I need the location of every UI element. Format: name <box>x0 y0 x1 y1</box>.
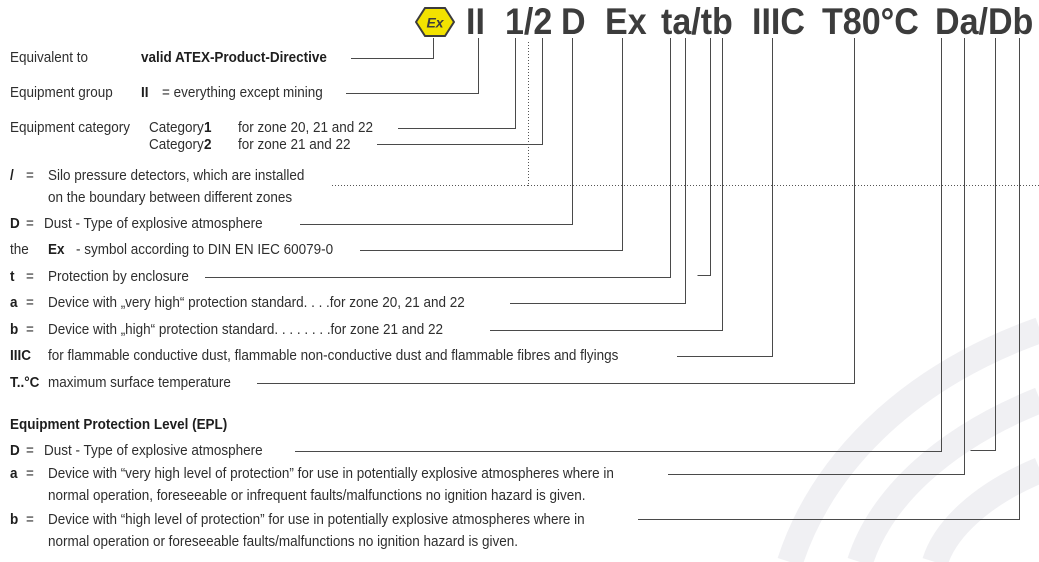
epl-text-a-1: Device with “very high level of protection” for use in potentially explosive atmospheres where in <box>48 466 614 482</box>
text-b: Device with „high“ protection standard. . . . . . . .for zone 21 and 22 <box>48 322 444 338</box>
svg-text:Ex: Ex <box>426 14 444 31</box>
text-slash-2: on the boundary between different zones <box>48 190 293 206</box>
epl-text-a-2: normal operation, foreseeable or infrequent faults/malfunctions no ignition hazard is given. <box>48 488 586 504</box>
line-epl-b <box>638 38 1020 520</box>
eq-b: = <box>26 322 34 338</box>
eq-dust: = <box>26 216 34 232</box>
code-protection: ta/tb <box>661 1 733 42</box>
code-epl: Da/Db <box>935 1 1034 42</box>
epl-eq-a: = <box>26 466 34 482</box>
code-dust: D <box>561 1 586 42</box>
epl-text-d: Dust - Type of explosive atmosphere <box>44 443 263 459</box>
code-gas-group: IIIC <box>752 1 805 42</box>
epl-eq-d: = <box>26 443 34 459</box>
epl-key-b: b <box>10 512 19 528</box>
key-slash: / <box>10 168 14 184</box>
line-tb <box>698 38 711 276</box>
category1-post: for zone 20, 21 and 22 <box>238 120 373 136</box>
label-category: Equipment category <box>10 120 130 136</box>
line-epl-db <box>971 38 996 451</box>
key-dust: D <box>10 216 20 232</box>
text-group: = everything except mining <box>162 85 323 101</box>
category2-num: 2 <box>204 137 212 153</box>
key-group: II <box>141 85 149 101</box>
line-b <box>490 38 723 331</box>
category1-pre: Category <box>149 120 204 136</box>
eq-slash: = <box>26 168 34 184</box>
key-b: b <box>10 322 19 338</box>
eq-a: = <box>26 295 34 311</box>
epl-key-a: a <box>10 466 18 482</box>
pre-ex: the <box>10 242 29 258</box>
code-category: 1/2 <box>505 1 553 42</box>
key-iiic: IIIC <box>10 348 31 364</box>
value-equivalent: valid ATEX-Product-Directive <box>141 50 327 66</box>
text-temp: maximum surface temperature <box>48 375 231 391</box>
text-dust: Dust - Type of explosive atmosphere <box>44 216 263 232</box>
category2-pre: Category <box>149 137 204 153</box>
line-iiic <box>677 38 773 357</box>
epl-key-d: D <box>10 443 20 459</box>
text-iiic: for flammable conductive dust, flammable non-conductive dust and flammable fibres and flyings <box>48 348 619 364</box>
epl-heading: Equipment Protection Level (EPL) <box>10 417 228 433</box>
label-equivalent: Equivalent to <box>10 50 88 66</box>
epl-eq-b: = <box>26 512 34 528</box>
text-slash-1: Silo pressure detectors, which are installed <box>48 168 305 184</box>
label-group: Equipment group <box>10 85 113 101</box>
line-slash-dotted <box>332 42 529 186</box>
key-a: a <box>10 295 18 311</box>
eq-t: = <box>26 269 34 285</box>
key-temp: T..°C <box>10 375 40 391</box>
key-t: t <box>10 269 15 285</box>
category2-post: for zone 21 and 22 <box>238 137 351 153</box>
line-epl-a <box>668 38 965 475</box>
line-epl-d <box>295 38 942 452</box>
ex-hexagon-icon <box>415 7 455 37</box>
text-ex: - symbol according to DIN EN IEC 60079-0 <box>76 242 334 258</box>
text-t: Protection by enclosure <box>48 269 189 285</box>
line-category-1 <box>398 38 516 129</box>
code-group: II <box>466 1 485 42</box>
code-temperature: T80°C <box>822 1 919 42</box>
line-equivalent <box>351 38 434 59</box>
line-a <box>510 38 686 304</box>
epl-text-b-2: normal operation or foreseeable faults/malfunctions no ignition hazard is given. <box>48 534 519 550</box>
category1-num: 1 <box>204 120 212 136</box>
epl-text-b-1: Device with “high level of protection” for use in potentially explosive atmospheres where in <box>48 512 585 528</box>
line-group <box>346 38 479 94</box>
text-a: Device with „very high“ protection standard. . . .for zone 20, 21 and 22 <box>48 295 465 311</box>
key-ex: Ex <box>48 242 65 258</box>
code-ex: Ex <box>605 1 647 42</box>
